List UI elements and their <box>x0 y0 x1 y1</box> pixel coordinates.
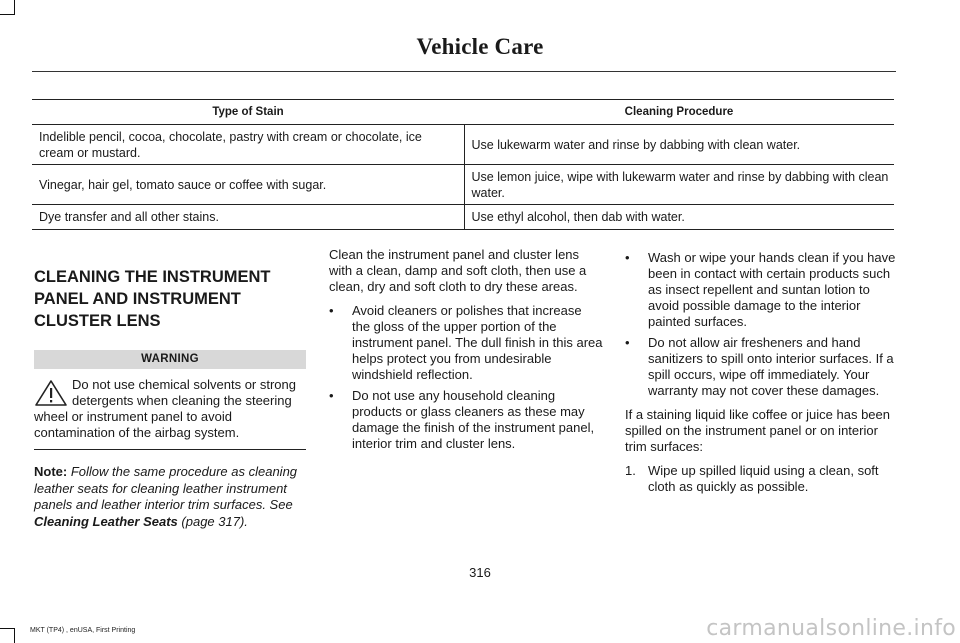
note-text: Follow the same procedure as cleaning leather seats for cleaning leather instrument panels and leather interior trim surfaces. See <box>34 464 298 512</box>
column-middle <box>329 247 603 460</box>
note <box>34 464 306 530</box>
table-cell-procedure: Use lemon juice, wipe with lukewarm water and rinse by dabbing with clean water. <box>464 165 894 205</box>
title-divider <box>32 71 896 72</box>
note-page-reference: (page 317). <box>181 513 248 529</box>
bullet-marker: • <box>625 250 630 265</box>
table-header-cleaning-procedure: Cleaning Procedure <box>464 100 894 125</box>
table-cell-stain: Dye transfer and all other stains. <box>32 205 464 230</box>
table-row <box>32 125 894 165</box>
list-item-text: Avoid cleaners or polishes that increase the gloss of the upper portion of the instrument panel. The dull finish in this area helps protect you from undesirable windshield reflection. <box>352 303 603 382</box>
list-item-text: Do not use any household cleaning products or glass cleaners as these may damage the finish of the instrument panel, interior trim and cluster lens. <box>352 388 595 451</box>
stain-table <box>32 99 894 230</box>
note-cross-reference-link[interactable]: Cleaning Leather Seats <box>34 513 178 529</box>
list-item-text: Wash or wipe your hands clean if you have been in contact with certain products such as insect repellent and suntan lotion to avoid possible damage to the interior painted surfaces. <box>648 250 896 329</box>
list-item <box>329 303 603 383</box>
crop-mark-bottom-left <box>0 628 15 643</box>
list-item <box>625 335 897 399</box>
table-cell-stain: Vinegar, hair gel, tomato sauce or coffee with sugar. <box>32 165 464 205</box>
page-number: 316 <box>469 565 491 580</box>
table-cell-procedure: Use lukewarm water and rinse by dabbing with clean water. <box>464 125 894 165</box>
bullet-list <box>329 303 603 452</box>
footer-text: MKT (TP4) , enUSA, First Printing <box>30 627 136 634</box>
step-text: Wipe up spilled liquid using a clean, soft cloth as quickly as possible. <box>648 463 879 494</box>
watermark: carmanualsonline.info <box>706 616 956 641</box>
table-cell-stain: Indelible pencil, cocoa, chocolate, pastry with cream or chocolate, ice cream or mustard. <box>32 125 464 165</box>
intro-paragraph: Clean the instrument panel and cluster lens with a clean, damp and soft cloth, then use a clean, dry and soft cloth to dry these areas. <box>329 247 587 294</box>
numbered-list <box>625 463 897 495</box>
warning-triangle-icon <box>34 379 68 407</box>
list-item <box>625 463 897 495</box>
list-item <box>625 250 897 330</box>
step-number: 1. <box>625 463 636 478</box>
section-heading: CLEANING THE INSTRUMENT PANEL AND INSTRUMENT CLUSTER LENS <box>34 268 271 330</box>
bullet-marker: • <box>329 303 334 318</box>
warning-body <box>34 377 306 450</box>
spill-paragraph: If a staining liquid like coffee or juice has been spilled on the instrument panel or on interior trim surfaces: <box>625 407 890 454</box>
column-left <box>34 266 306 530</box>
bullet-list <box>625 250 897 399</box>
page-title: Vehicle Care <box>416 34 544 59</box>
crop-mark-top-left <box>0 0 15 15</box>
warning-label: WARNING <box>34 350 306 369</box>
table-cell-procedure: Use ethyl alcohol, then dab with water. <box>464 205 894 230</box>
table-row <box>32 205 894 230</box>
note-label: Note: <box>34 464 68 479</box>
warning-box <box>34 350 306 450</box>
table-row <box>32 165 894 205</box>
column-right <box>625 250 897 503</box>
list-item-text: Do not allow air fresheners and hand sanitizers to spill onto interior surfaces. If a spill occurs, wipe off immediately. Your warranty may not cover these damages. <box>648 335 894 398</box>
warning-text: Do not use chemical solvents or strong detergents when cleaning the steering wheel or instrument panel to avoid contamination of the airbag system. <box>34 377 296 440</box>
bullet-marker: • <box>625 335 630 350</box>
table-header-type-of-stain: Type of Stain <box>32 100 464 125</box>
bullet-marker: • <box>329 388 334 403</box>
list-item <box>329 388 603 452</box>
table-header-row <box>32 100 894 125</box>
